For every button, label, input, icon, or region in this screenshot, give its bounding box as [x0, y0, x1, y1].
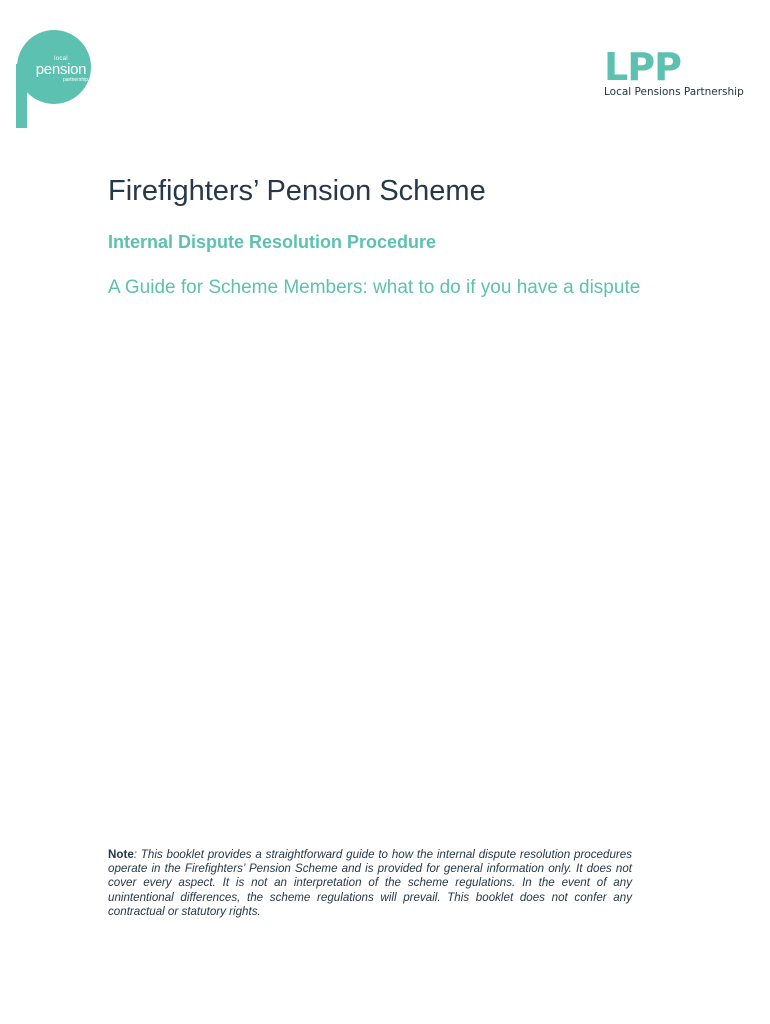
- document-title: Firefighters’ Pension Scheme: [108, 175, 486, 207]
- pension-logo: [14, 30, 94, 130]
- guide-description: A Guide for Scheme Members: what to do if you have a dispute: [108, 277, 641, 298]
- pension-logo-main: pension: [35, 61, 87, 78]
- lpp-logo: [604, 45, 754, 98]
- note-text: : This booklet provides a straightforward guide to how the internal dispute resolution procedures operate in the Firefighters’ Pension Scheme and is provided for general information only. It does not cover every aspect. It is not an interpretation of the scheme regulations. In the event of any unintentional differences, the scheme regulations will prevail. This booklet does not confer any contractual or statutory rights.: [108, 848, 632, 918]
- note-label: Note: [108, 848, 134, 861]
- disclaimer-note: [108, 848, 632, 919]
- pension-logo-small-top: local: [54, 56, 68, 62]
- lpp-logo-name: Local Pensions Partnership: [604, 86, 744, 98]
- pension-logo-small-bottom: partnership: [62, 77, 88, 83]
- lpp-logo-mark: LPP: [604, 45, 681, 89]
- document-subtitle: Internal Dispute Resolution Procedure: [108, 232, 437, 252]
- pension-logo-text: [28, 56, 94, 83]
